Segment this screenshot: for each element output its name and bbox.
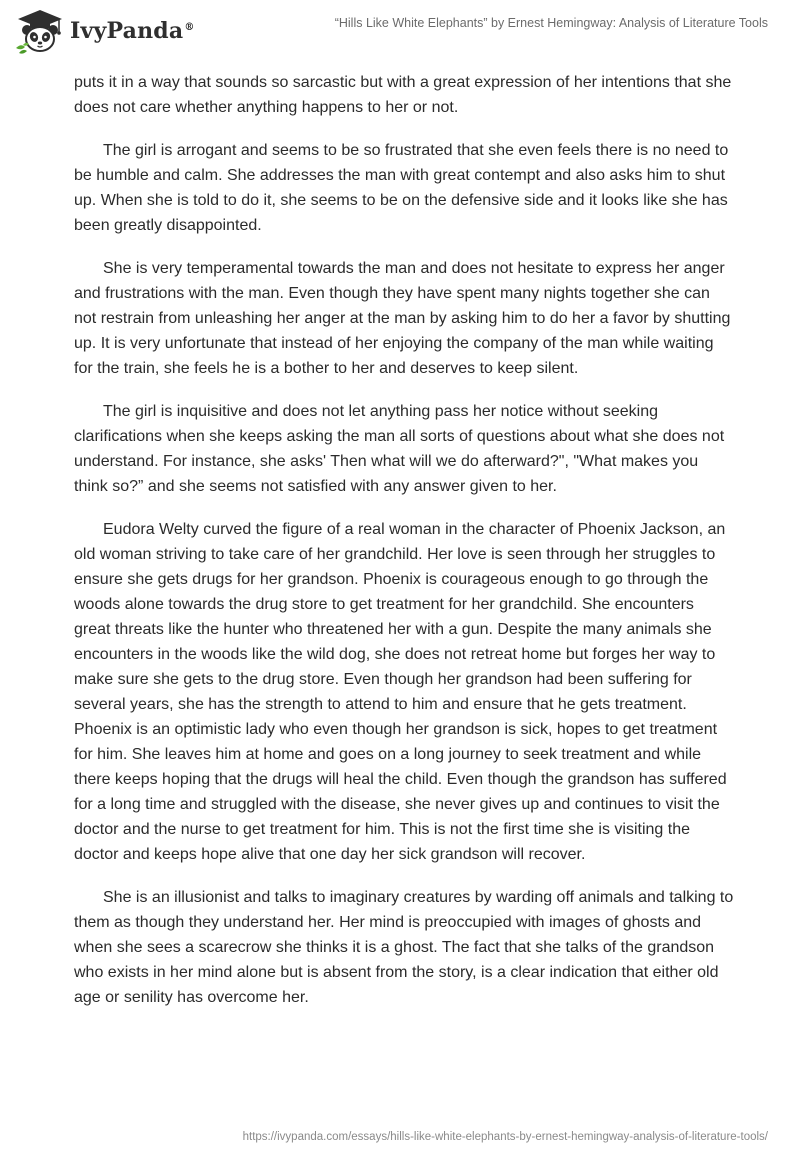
- essay-body: [74, 70, 734, 1028]
- paragraph: She is an illusionist and talks to imaginary creatures by warding off animals and talking to them as though they understand her. Her mind is preoccupied with images of ghosts and when she sees a scarecrow she thinks it is a ghost. The fact that she talks of the grandson who exists in her mind alone but is absent from the story, is a clear indication that either old age or senility has overcome her.: [74, 889, 734, 1006]
- document-title: “Hills Like White Elephants” by Ernest Hemingway: Analysis of Literature Tools: [334, 16, 768, 30]
- paragraph: The girl is arrogant and seems to be so frustrated that she even feels there is no need to be humble and calm. She addresses the man with great contempt and also asks him to shut up. When she is told to do it, she seems to be on the defensive side and it looks like she has been greatly disappointed.: [74, 142, 729, 234]
- page-header: [0, 0, 800, 62]
- source-url-link[interactable]: https://ivypanda.com/essays/hills-like-white-elephants-by-ernest-hemingway-analysis-of-literature-tools/: [242, 1131, 768, 1143]
- panda-graduate-icon: [14, 8, 66, 54]
- paragraph: She is very temperamental towards the man and does not hesitate to express her anger and frustrations with the man. Even though they have spent many nights together she can not restrain from unleashing her anger at the man by asking him to do her a favor by shutting up. It is very unfortunate that instead of her enjoying the company of the man while waiting for the train, she feels he is a bother to her and deserves to keep silent.: [74, 260, 731, 377]
- logo-wordmark: IvyPanda®: [70, 18, 195, 44]
- paragraph: puts it in a way that sounds so sarcastic but with a great expression of her intentions that she does not care whether anything happens to her or not.: [74, 74, 732, 116]
- paragraph: The girl is inquisitive and does not let anything pass her notice without seeking clarifications when she keeps asking the man all sorts of questions about what she does not understand. For instance, she asks' Then what will we do afterward?", "What makes you think so?” and she seems not satisfied with any answer given to her.: [74, 403, 725, 495]
- registered-mark: ®: [184, 21, 195, 33]
- paragraph: Eudora Welty curved the figure of a real woman in the character of Phoenix Jackson, an old woman striving to take care of her grandchild. Her love is seen through her struggles to ensure she gets drugs for her grandson. Phoenix is courageous enough to go through the woods alone towards the drug store to get treatment for her grandchild. She encounters great threats like the hunter who threatened her with a gun. Despite the many animals she encounters in the woods like the wild dog, she does not retreat home but forges her way to make sure she gets to the drug store. Even though her grandson had been suffering for several years, she has the strength to attend to him and ensure that he gets treatment. Phoenix is an optimistic lady who even though her grandson is sick, hopes to get treatment for him. She leaves him at home and goes on a long journey to seek treatment and while there keeps hoping that the drugs will heal the child. Even though the grandson has suffered for a long time and struggled with the disease, she never gives up and continues to visit the doctor and the nurse to get treatment for him. This is not the first time she is visiting the doctor and keeps hope alive that one day her sick grandson will recover.: [74, 521, 727, 863]
- ivypanda-logo[interactable]: [14, 8, 195, 54]
